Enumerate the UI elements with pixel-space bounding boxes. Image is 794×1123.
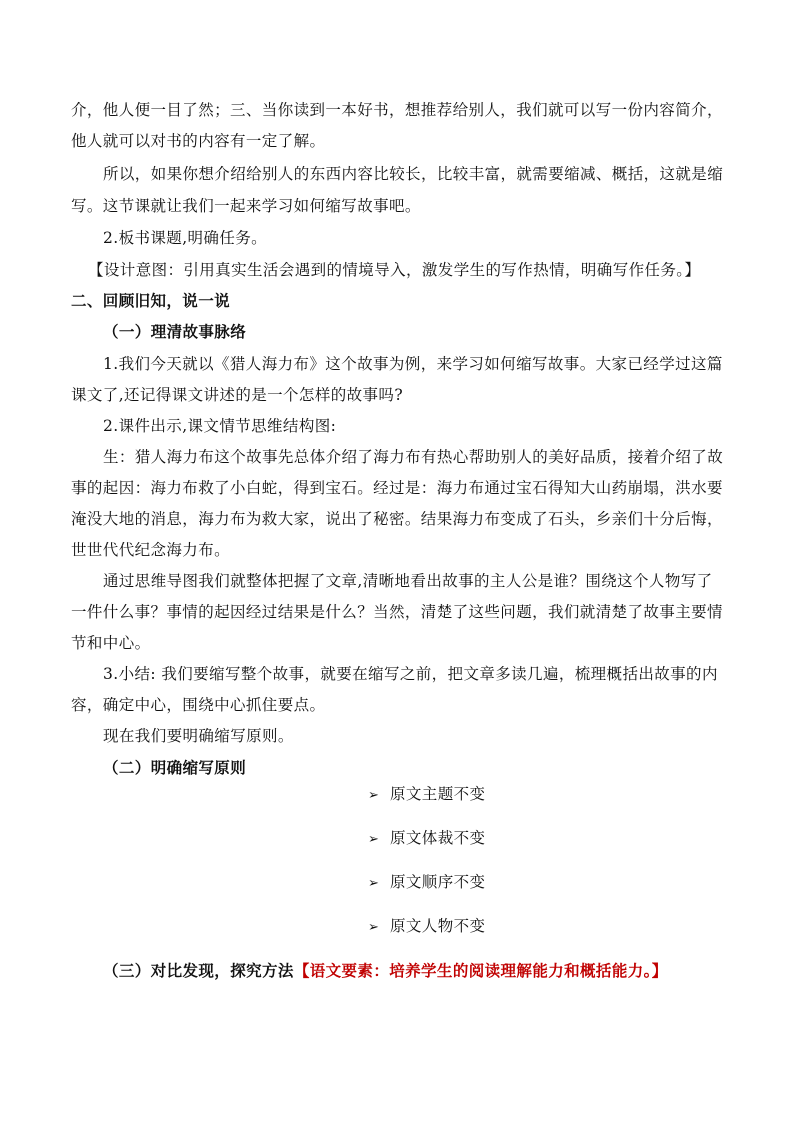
- language-element-note: 【语文要素：培养学生的阅读理解能力和概括能力。】: [293, 961, 668, 980]
- paragraph-line: 事的起因：海力布救了小白蛇，得到宝石。经过是：海力布通过宝石得知大山药崩塌，洪水要: [71, 479, 723, 497]
- principle-item: [368, 828, 485, 850]
- paragraph-line: 写。这节课就让我们一起来学习如何缩写故事吧。: [71, 197, 421, 215]
- paragraph-line: 通过思维导图我们就整体把握了文章,清晰地看出故事的主人公是谁？围绕这个人物写了: [103, 572, 713, 590]
- paragraph-line: 世世代代纪念海力布。: [71, 541, 231, 559]
- arrow-bullet-icon: ➢: [368, 832, 380, 847]
- paragraph-line: 生：猎人海力布这个故事先总体介绍了海力布有热心帮助别人的美好品质，接着介绍了故: [103, 448, 724, 466]
- paragraph-line: 介，他人便一目了然；三、当你读到一本好书，想推荐给别人，我们就可以写一份内容简介，: [71, 101, 723, 119]
- arrow-bullet-icon: ➢: [368, 920, 380, 935]
- arrow-bullet-icon: ➢: [368, 788, 380, 803]
- paragraph-line: 节和中心。: [71, 634, 151, 652]
- subsection-heading: （二）明确缩写原则: [103, 758, 247, 777]
- principle-text: 原文人物不变: [390, 917, 486, 935]
- paragraph-line: 他人就可以对书的内容有一定了解。: [71, 132, 326, 150]
- paragraph-line: 所以，如果你想介绍给别人的东西内容比较长，比较丰富，就需要缩减、概括，这就是缩: [103, 165, 724, 183]
- paragraph-line: 课文了,还记得课文讲述的是一个怎样的故事吗?: [71, 386, 404, 404]
- paragraph-line: 淹没大地的消息，海力布为救大家，说出了秘密。结果海力布变成了石头，乡亲们十分后悔，: [71, 510, 723, 528]
- paragraph-line: 一件什么事？事情的起因经过结果是什么？当然，清楚了这些问题，我们就清楚了故事主要情: [71, 603, 723, 621]
- arrow-bullet-icon: ➢: [368, 876, 380, 891]
- principle-item: [368, 916, 485, 938]
- principle-text: 原文顺序不变: [390, 873, 486, 891]
- subsection-heading: （一）理清故事脉络: [103, 322, 247, 341]
- design-intent-note: 【设计意图：引用真实生活会遇到的情境导入，激发学生的写作热情，明确写作任务。】: [88, 261, 701, 279]
- section-heading: 二、回顾旧知，说一说: [71, 291, 231, 310]
- paragraph-line: 现在我们要明确缩写原则。: [103, 727, 294, 745]
- paragraph-line: 1.我们今天就以《猎人海力布》这个故事为例，来学习如何缩写故事。大家已经学过这篇: [103, 355, 723, 373]
- principle-text: 原文体裁不变: [390, 829, 486, 847]
- subsection-heading: [103, 961, 668, 981]
- principle-text: 原文主题不变: [390, 785, 486, 803]
- paragraph-line: 2.课件出示,课文情节思维结构图:: [103, 417, 337, 435]
- paragraph-line: 容，确定中心，围绕中心抓住要点。: [71, 696, 326, 714]
- paragraph-line: 3.小结: 我们要缩写整个故事，就要在缩写之前，把文章多读几遍，梳理概括出故事的内: [103, 665, 718, 683]
- principle-item: [368, 872, 485, 894]
- subsection-heading-text: （三）对比发现，探究方法: [103, 961, 294, 980]
- paragraph-line: 2.板书课题,明确任务。: [103, 229, 268, 247]
- principle-item: [368, 784, 485, 806]
